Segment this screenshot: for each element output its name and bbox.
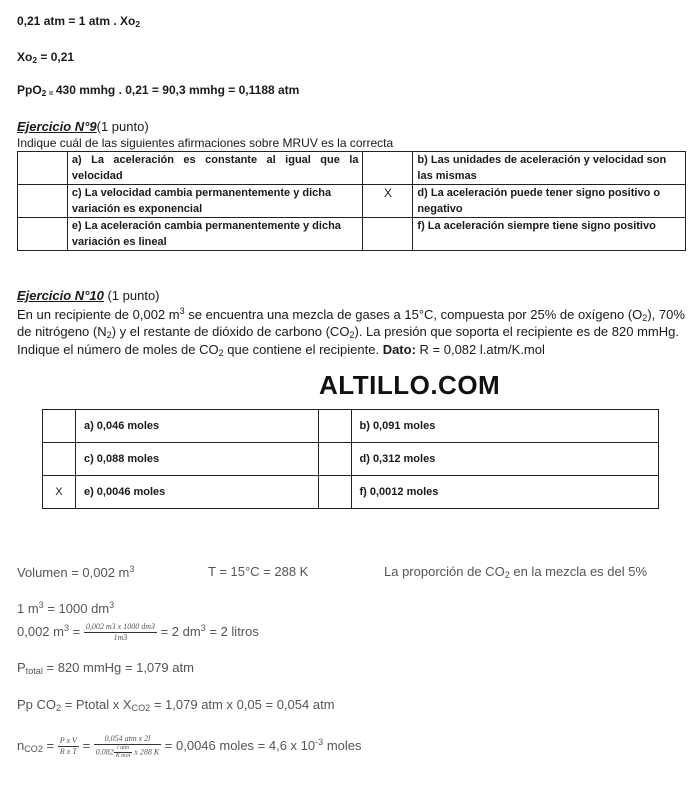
r-units-fraction: $\frac{\text{l atm}}{\text{K mol}}$ (115, 744, 131, 759)
solution-volume: Volumen = 0,002 $m^3$ (17, 564, 135, 580)
answer-mark[interactable] (318, 476, 351, 509)
answer-mark[interactable] (318, 443, 351, 476)
table-row (43, 476, 659, 509)
exercise-9-points: (1 punto) (96, 119, 149, 134)
answer-mark-selected[interactable]: X (43, 476, 76, 509)
volume-fraction: $\frac{0,002 m3 x 1000 dm3}{1m3}$ (85, 622, 155, 643)
exercise-9-prompt: Indique cuál de las siguientes afirmaciones sobre MRUV es la correcta (17, 136, 394, 150)
option-f: f) La aceleración siempre tiene signo positivo (413, 218, 686, 251)
table-row (18, 152, 686, 185)
option-a: a) La aceleración es constante al igual que la velocidad (67, 152, 363, 185)
answer-mark[interactable] (363, 218, 413, 251)
option-d: d) La aceleración puede tener signo positivo o negativo (413, 185, 686, 218)
solution-partial-pressure: Pp $CO_2$ = Ptotal x $X_{CO2} = 1,079$ atm x 0,05 = 0,054 atm (17, 697, 335, 713)
option-b: b) Las unidades de aceleración y velocidad son las mismas (413, 152, 686, 185)
answer-mark-selected[interactable]: X (363, 185, 413, 218)
answer-mark[interactable] (318, 410, 351, 443)
table-row (43, 443, 659, 476)
answer-mark[interactable] (18, 218, 68, 251)
exercise-9-title: Ejercicio N°9 (17, 119, 97, 134)
solution-co2-proportion: La proporción de $CO_2$ en la mezcla es del 5% (384, 564, 648, 580)
exercise-10-options-table (42, 409, 659, 509)
option-a: a) 0,046 moles (75, 410, 318, 443)
exercise-10-title: Ejercicio N°10 (17, 288, 104, 303)
option-e: e) La aceleración cambia permanentemente y dicha variación es lineal (67, 218, 363, 251)
table-row (43, 410, 659, 443)
option-c: c) 0,088 moles (75, 443, 318, 476)
moles-fraction: 0.054 atm x 2l 0.082 $\frac{\text{l atm}}{\text{K mol}}$ x 288 K (95, 733, 160, 759)
exercise-10-line-3: Indique el número de moles de $CO_2$ que contiene el recipiente. Dato: R = 0,082 l.atm/K.mol (17, 342, 545, 358)
equation-xo2-value: $Xo_2 = 0,21$ (17, 50, 75, 65)
table-row (18, 218, 686, 251)
exercise-10-line-1: En un recipiente de 0,002 $m^3$ se encuentra una mezcla de gases a 15°C, compuesta por 25% de oxígeno $(O_2)$, 70% (17, 306, 685, 323)
table-row (18, 185, 686, 218)
option-f: f) 0,0012 moles (351, 476, 659, 509)
equation-ppo2: PpO$_{2 =}$ 430 mmhg . 0,21 = 90,3 mmhg = 0,1188 atm (17, 83, 300, 98)
answer-mark[interactable] (43, 443, 76, 476)
solution-volume-calc: 0,002 $m^3$ = $\frac{0,002 m3 x 1000 dm3}{1m3}$ = 2 $dm^3 = 2$ litros (17, 622, 259, 643)
solution-temperature: T = 15°C = 288 K (208, 564, 309, 579)
exercise-10-points: (1 punto) (103, 288, 160, 303)
answer-mark[interactable] (18, 152, 68, 185)
exercise-9-heading (17, 119, 149, 134)
equation-xo2: 0,21 atm = 1 atm . $Xo_2$ (17, 14, 141, 29)
option-e: e) 0,0046 moles (75, 476, 318, 509)
exercise-10-line-2: de nitrógeno $(N_2)$ y el restante de dióxido de carbono $(CO_2)$. La presión que soporta el recipiente es de 820 mmHg. (17, 324, 679, 340)
option-d: d) 0,312 moles (351, 443, 659, 476)
ideal-gas-fraction: $\frac{\text{P x V}}{\text{R x T}}$ (59, 736, 77, 757)
solution-total-pressure: $P_{total} = 820$ mmHg = 1,079 atm (17, 660, 194, 676)
answer-mark[interactable] (43, 410, 76, 443)
option-c: c) La velocidad cambia permanentemente y dicha variación es exponencial (67, 185, 363, 218)
exercise-10-heading (17, 288, 160, 303)
solution-moles-calc: $n_{CO2}$ = $\frac{\text{P x V}}{\text{R x T}}$ = 0.054 atm x 2l 0.082 $\frac{\text{l atm}}{\text{K mol}}$ x 288 K = 0,0046 moles = 4,6 x $10^{-3}$ moles (17, 733, 362, 759)
solution-unit-conversion: 1 $m^3 = 1000$ $dm^3$ (17, 600, 115, 616)
answer-mark[interactable] (18, 185, 68, 218)
option-b: b) 0,091 moles (351, 410, 659, 443)
exercise-9-options-table (17, 151, 686, 251)
answer-mark[interactable] (363, 152, 413, 185)
altillo-logo: ALTILLO.COM (319, 370, 501, 400)
